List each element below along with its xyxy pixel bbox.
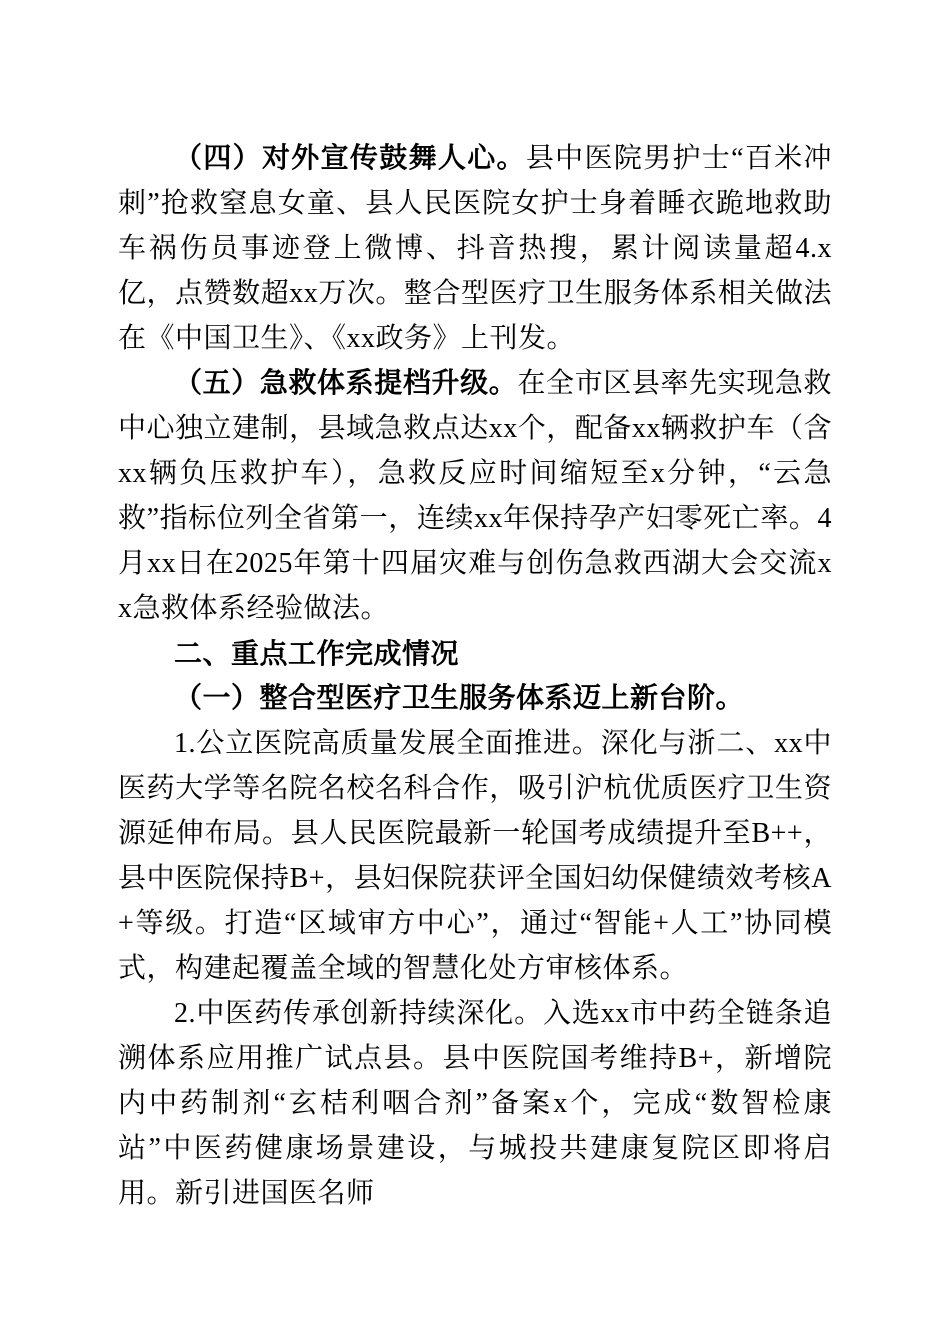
- paragraph-tcm-innovation: [118, 991, 832, 1216]
- paragraph-text: 入选xx市中药全链条追溯体系应用推广试点县。县中医院国考维持B+，新增院内中药制剂“玄桔利咽合剂”备案x个，完成“数智检康站”中医药健康场景建设，与城投共建康复院区即将启用。新引进国医名师: [118, 998, 832, 1209]
- subsection-heading-integrated-health: （一）整合型医疗卫生服务体系迈上新台阶。: [174, 683, 745, 714]
- paragraph-lead: （四）对外宣传鼓舞人心。: [174, 143, 526, 174]
- paragraph-text: 深化与浙二、xx中医药大学等名院名校名科合作，吸引沪杭优质医疗卫生资源延伸布局。县人民医院最新一轮国考成绩提升至B++，县中医院保持B+，县妇保院获评全国妇幼保健绩效考核A+等级。打造“区域审方中心”，通过“智能+人工”协同模式，构建起覆盖全域的智慧化处方审核体系。: [118, 728, 832, 984]
- paragraph-lead: 1.公立医院高质量发展全面推进。: [174, 728, 601, 759]
- paragraph-emergency-system: [118, 361, 832, 631]
- paragraph-text: 在全市区县率先实现急救中心独立建制，县域急救点达xx个，配备xx辆救护车（含xx辆负压救护车），急救反应时间缩短至x分钟，“云急救”指标位列全省第一，连续xx年保持孕产妇零死亡率。4月xx日在2025年第十四届灾难与创伤急救西湖大会交流xx急救体系经验做法。: [118, 368, 832, 624]
- section-heading-key-work: 二、重点工作完成情况: [174, 638, 460, 669]
- paragraph-lead: 2.中医药传承创新持续深化。: [174, 998, 544, 1029]
- paragraph-publicity: [118, 136, 832, 361]
- paragraph-public-hospital: [118, 721, 832, 991]
- paragraph-lead: （五）急救体系提档升级。: [174, 368, 518, 399]
- paragraph-text: 县中医院男护士“百米冲刺”抢救窒息女童、县人民医院女护士身着睡衣跪地救助车祸伤员事迹登上微博、抖音热搜，累计阅读量超4.x亿，点赞数超xx万次。整合型医疗卫生服务体系相关做法在《中国卫生》、《xx政务》上刊发。: [118, 143, 832, 354]
